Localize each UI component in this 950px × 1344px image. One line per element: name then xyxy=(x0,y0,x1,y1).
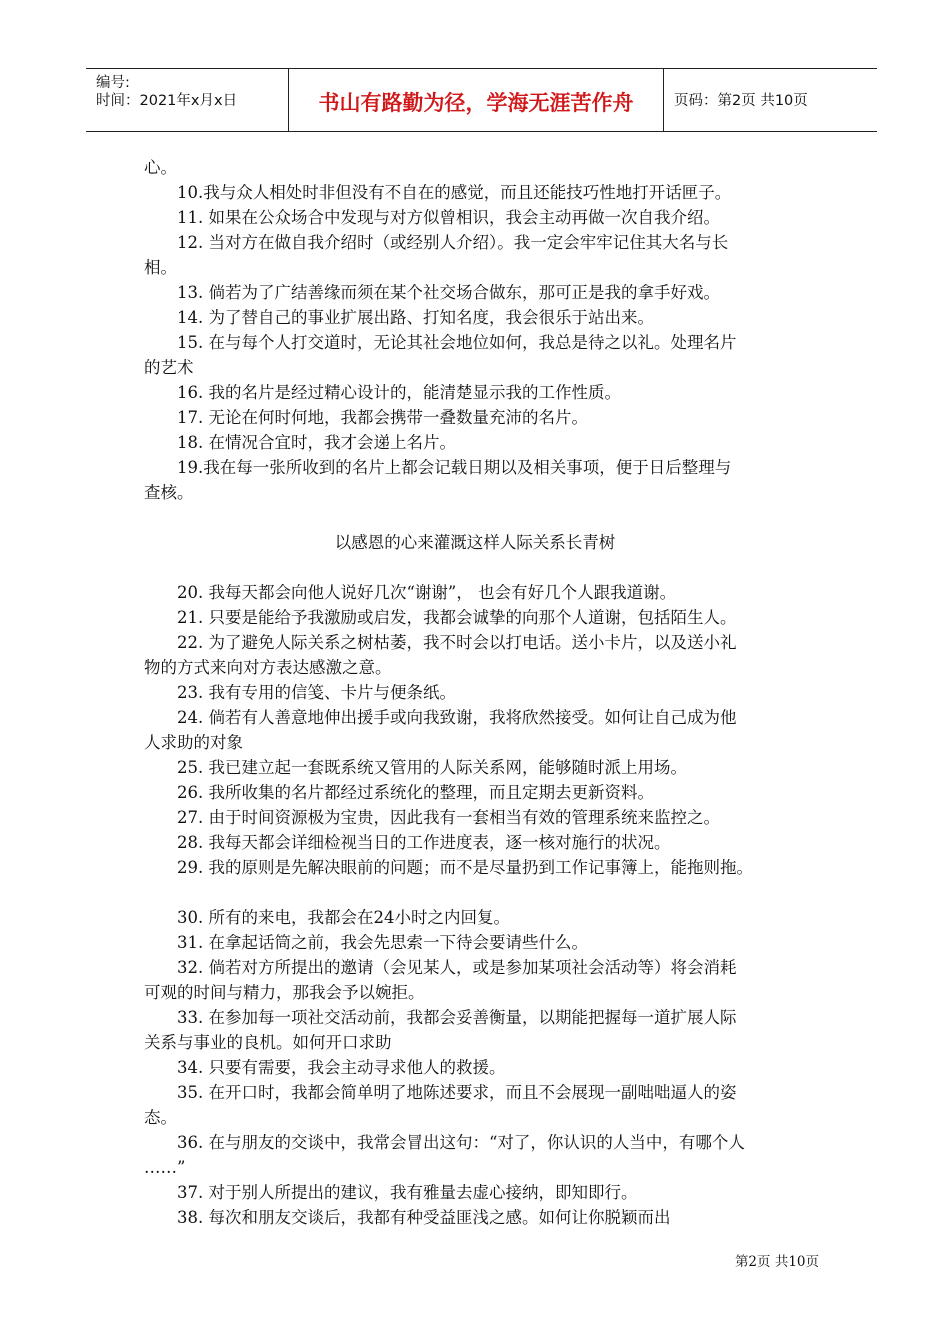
body-line: 13. 倘若为了广结善缘而须在某个社交场合做东，那可正是我的拿手好戏。 xyxy=(177,283,720,302)
page-header xyxy=(86,68,877,132)
body-line: 14. 为了替自己的事业扩展出路、打知名度，我会很乐于站出来。 xyxy=(177,308,654,327)
body-line: 15. 在与每个人打交道时，无论其社会地位如何，我总是待之以礼。处理名片 xyxy=(177,333,737,352)
body-line: 17. 无论在何时何地，我都会携带一叠数量充沛的名片。 xyxy=(177,408,588,427)
header-motto: 书山有路勤为径，学海无涯苦作舟 xyxy=(318,91,634,115)
body-line: 29. 我的原则是先解决眼前的问题；而不是尽量扔到工作记事簿上，能拖则拖。 xyxy=(177,858,753,877)
body-line: 相。 xyxy=(144,258,177,277)
body-line: 16. 我的名片是经过精心设计的，能清楚显示我的工作性质。 xyxy=(177,383,621,402)
body-line: 36. 在与朋友的交谈中，我常会冒出这句：“对了，你认识的人当中，有哪个人 xyxy=(177,1133,745,1152)
body-line: 18. 在情况合宜时，我才会递上名片。 xyxy=(177,433,456,452)
body-line: 22. 为了避免人际关系之树枯萎，我不时会以打电话。送小卡片，以及送小礼 xyxy=(177,633,737,652)
body-line: 物的方式来向对方表达感激之意。 xyxy=(144,658,392,677)
date-label: 时间：2021年x月x日 xyxy=(96,93,238,109)
body-line: 25. 我已建立起一套既系统又管用的人际关系网，能够随时派上用场。 xyxy=(177,758,687,777)
section-heading: 以感恩的心来灌溉这样人际关系长青树 xyxy=(334,533,616,552)
body-line: 37. 对于别人所提出的建议，我有雅量去虚心接纳，即知即行。 xyxy=(177,1183,638,1202)
page-footer-number: 第2页 共10页 xyxy=(734,1254,819,1270)
body-line: 32. 倘若对方所提出的邀请（会见某人，或是参加某项社会活动等）将会消耗 xyxy=(177,958,737,977)
body-line: 的艺术 xyxy=(144,358,194,377)
body-line: 24. 倘若有人善意地伸出援手或向我致谢，我将欣然接受。如何让自己成为他 xyxy=(177,708,737,727)
body-line: 10.我与众人相处时非但没有不自在的感觉，而且还能技巧性地打开话匣子。 xyxy=(177,183,732,202)
body-line: 查核。 xyxy=(144,483,194,502)
body-line: 34. 只要有需要，我会主动寻求他人的救援。 xyxy=(177,1058,506,1077)
body-line: 26. 我所收集的名片都经过系统化的整理，而且定期去更新资料。 xyxy=(177,783,654,802)
body-line: 20. 我每天都会向他人说好几次“谢谢”， 也会有好几个人跟我道谢。 xyxy=(177,583,677,602)
header-page-cell xyxy=(664,69,877,131)
header-meta-cell xyxy=(86,69,288,131)
body-line: 30. 所有的来电，我都会在24小时之内回复。 xyxy=(177,908,510,927)
body-line: 19.我在每一张所收到的名片上都会记载日期以及相关事项，便于日后整理与 xyxy=(177,458,732,477)
body-line: 人求助的对象 xyxy=(144,733,243,752)
body-line: 28. 我每天都会详细检视当日的工作进度表，逐一核对施行的状况。 xyxy=(177,833,671,852)
body-line: 38. 每次和朋友交谈后，我都有种受益匪浅之感。如何让你脱颖而出 xyxy=(177,1208,671,1227)
body-line: 21. 只要是能给予我激励或启发，我都会诚挚的向那个人道谢，包括陌生人。 xyxy=(177,608,737,627)
header-motto-cell xyxy=(288,69,664,131)
body-line: 31. 在拿起话筒之前，我会先思索一下待会要请些什么。 xyxy=(177,933,588,952)
body-line: 11. 如果在公众场合中发现与对方似曾相识，我会主动再做一次自我介绍。 xyxy=(177,208,720,227)
body-line: 12. 当对方在做自我介绍时（或经别人介绍）。我一定会牢牢记住其大名与长 xyxy=(177,233,729,252)
body-line: 27. 由于时间资源极为宝贵，因此我有一套相当有效的管理系统来监控之。 xyxy=(177,808,720,827)
body-line: 心。 xyxy=(144,158,177,177)
header-page-info: 页码：第2页 共10页 xyxy=(674,93,808,109)
body-line: ……” xyxy=(144,1158,186,1177)
body-line: 关系与事业的良机。如何开口求助 xyxy=(144,1033,392,1052)
body-line: 35. 在开口时，我都会简单明了地陈述要求，而且不会展现一副咄咄逼人的姿 xyxy=(177,1083,737,1102)
body-line: 33. 在参加每一项社交活动前，我都会妥善衡量，以期能把握每一道扩展人际 xyxy=(177,1008,737,1027)
body-line: 23. 我有专用的信笺、卡片与便条纸。 xyxy=(177,683,456,702)
body-line: 态。 xyxy=(144,1108,177,1127)
body-line: 可观的时间与精力，那我会予以婉拒。 xyxy=(144,983,425,1002)
serial-number-label: 编号: xyxy=(96,75,130,91)
